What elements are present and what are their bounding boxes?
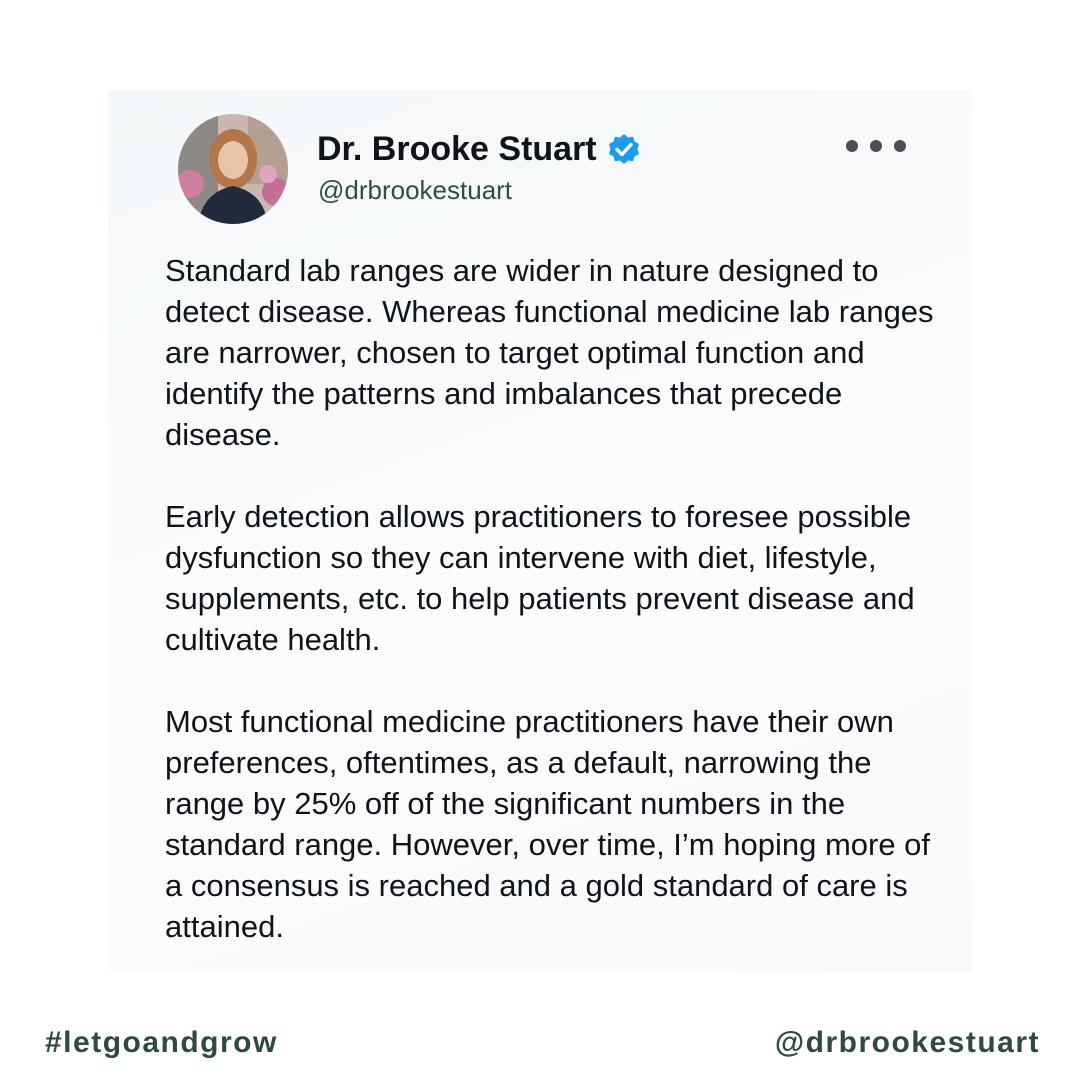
more-dot	[894, 140, 906, 152]
more-dot	[846, 140, 858, 152]
author-name[interactable]	[317, 130, 641, 169]
hashtag-label: #letgoandgrow	[45, 1026, 278, 1059]
post-paragraph: Standard lab ranges are wider in nature designed to detect disease. Whereas functional medicine lab ranges are narrower, chosen to target optimal function and identify the patterns and imbalances that precede disease.	[165, 253, 934, 452]
verified-badge-icon	[607, 133, 641, 167]
author-handle[interactable]: @drbrookestuart	[318, 175, 513, 205]
footer-handle: @drbrookestuart	[774, 1026, 1040, 1059]
author-name-text: Dr. Brooke Stuart	[317, 130, 597, 168]
avatar[interactable]	[178, 114, 288, 224]
post-text	[165, 250, 945, 947]
post-paragraph: Early detection allows practitioners to foresee possible dysfunction so they can intervene with diet, lifestyle, supplements, etc. to help patients prevent disease and cultivate health.	[165, 499, 915, 657]
more-dot	[870, 140, 882, 152]
post-paragraph: Most functional medicine practitioners have their own preferences, oftentimes, as a default, narrowing the range by 25% off of the significant numbers in the standard range. However, over time, I’m hoping more of a consensus is reached and a gold standard of care is attained.	[165, 704, 931, 944]
more-options-icon[interactable]	[846, 136, 906, 156]
